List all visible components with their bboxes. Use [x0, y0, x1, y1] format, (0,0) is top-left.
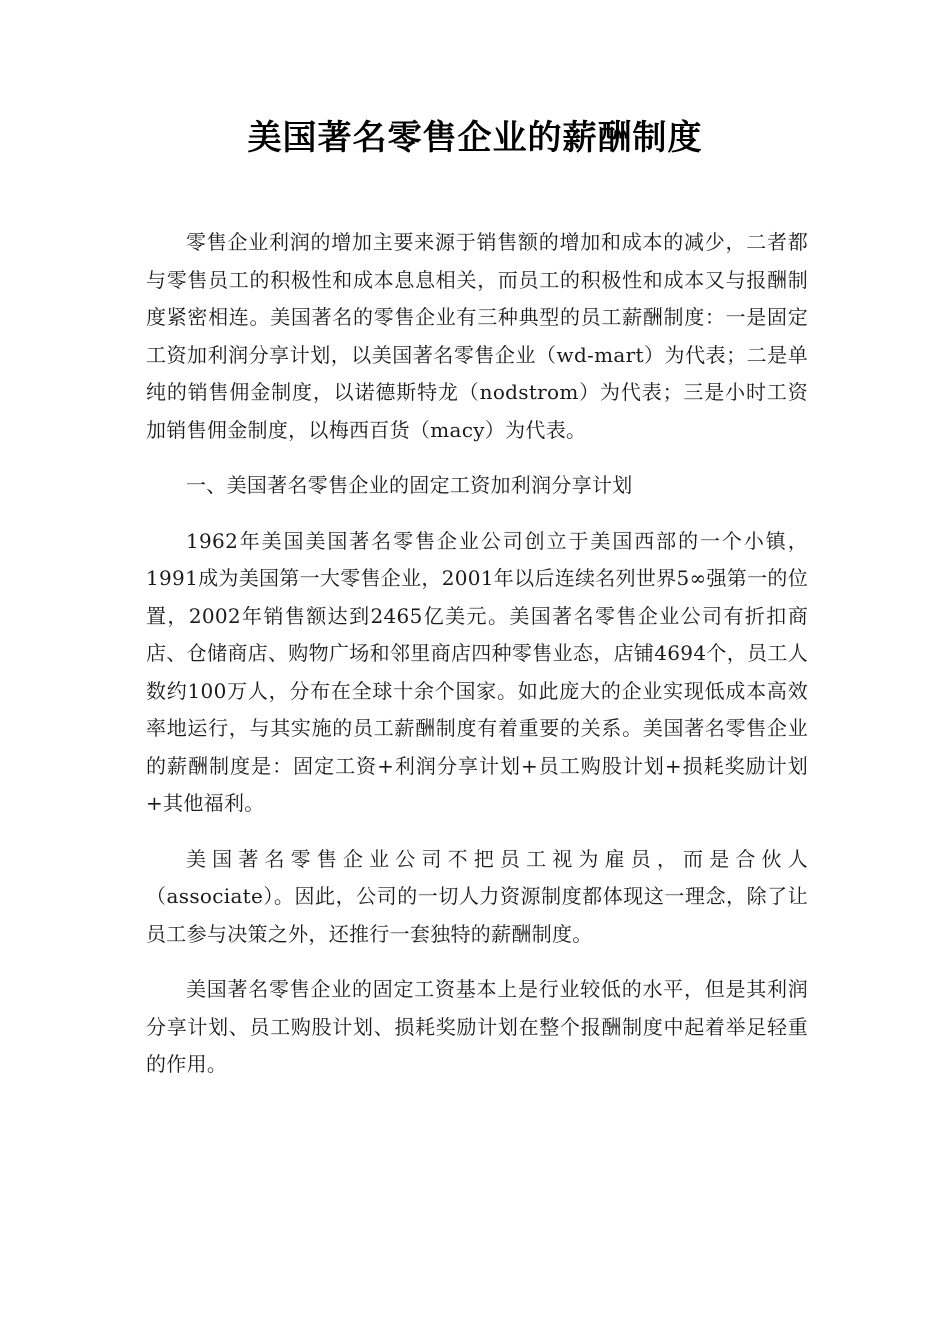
associate-paragraph: 美国著名零售企业公司不把员工视为雇员，而是合伙人（associate）。因此，公司的一切人力资源制度都体现这一理念，除了让员工参与决策之外，还推行一套独特的薪酬制度。: [146, 846, 808, 946]
document-body: [146, 224, 808, 1102]
section-heading: 一、美国著名零售企业的固定工资加利润分享计划: [186, 473, 633, 497]
fixed-wage-paragraph: 美国著名零售企业的固定工资基本上是行业较低的水平，但是其利润分享计划、员工购股计划、损耗奖励计划在整个报酬制度中起着举足轻重的作用。: [146, 977, 808, 1076]
document-title: 美国著名零售企业的薪酬制度: [247, 118, 703, 158]
intro-paragraph: 零售企业利润的增加主要来源于销售额的增加和成本的减少，二者都与零售员工的积极性和成本息息相关，而员工的积极性和成本又与报酬制度紧密相连。美国著名的零售企业有三种典型的员工薪酬制度：一是固定工资加利润分享计划，以美国著名零售企业（wd-mart）为代表；二是单纯的销售佣金制度，以诺德斯特龙（nodstrom）为代表；三是小时工资加销售佣金制度，以梅西百货（macy）为代表。: [146, 230, 808, 442]
history-paragraph: 1962年美国美国著名零售企业公司创立于美国西部的一个小镇，1991成为美国第一大零售企业，2001年以后连续名列世界5∞强第一的位置，2002年销售额达到2465亿美元。美国著名零售企业公司有折扣商店、仓储商店、购物广场和邻里商店四种零售业态，店铺4694个，员工人数约100万人，分布在全球十余个国家。如此庞大的企业实现低成本高效率地运行，与其实施的员工薪酬制度有着重要的关系。美国著名零售企业的薪酬制度是：固定工资+利润分享计划+员工购股计划+损耗奖励计划+其他福利。: [146, 528, 808, 815]
